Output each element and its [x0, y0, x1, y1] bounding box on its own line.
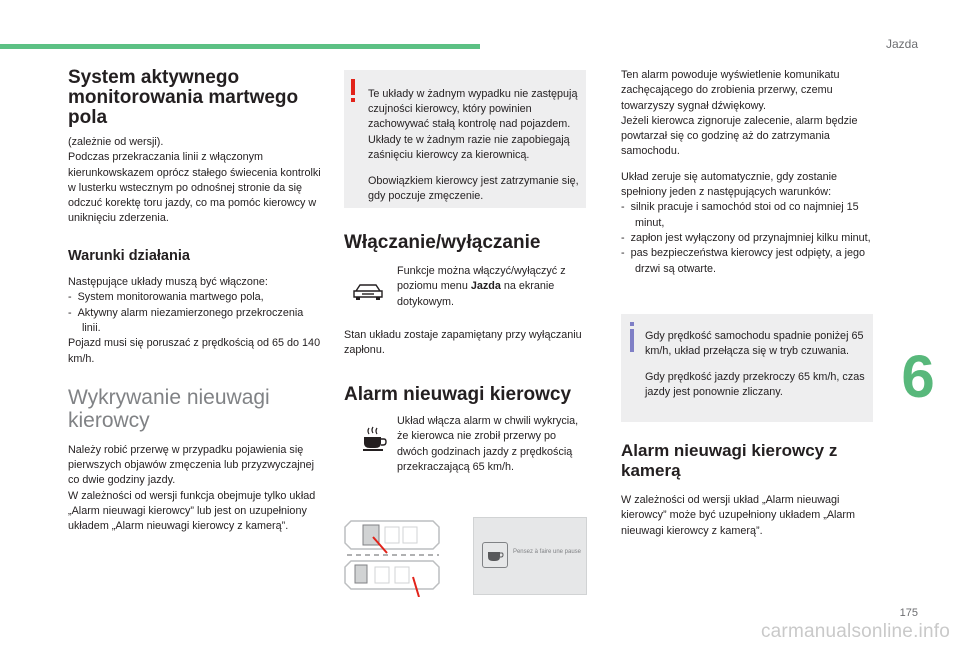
onoff-menu-name: Jazda	[470, 280, 501, 293]
chapter-number: 6	[901, 343, 935, 410]
warning-box	[344, 70, 586, 208]
onoff-text	[397, 264, 585, 310]
onoff-text-before: Funkcje można włączyć/wyłączyć z poziomu menu	[397, 265, 566, 293]
middle-column	[344, 233, 589, 253]
fatigue-title: Wykrywanie nieuwagi kierowcy	[68, 385, 270, 432]
blind-spot-intro: Podczas przekraczania linii z włączonym kierunkowskazem oprócz stałego świecenia kontrolki w lusterku wstecznym po odnośnej stronie da się odczuć korektę toru jazdy, co ma pomóc kierowcy w uniknięciu zderzenia.	[68, 151, 321, 225]
onoff-text-after: na ekranie dotykowym.	[397, 280, 555, 308]
warning-text: Te układy w żadnym wypadku nie zastępują czujności kierowcy, który powinien zachowywać stałą kontrolę nad pojazdem. Układy te w żadnym razie nie zapobiegają zaśnięciu kierowcy za kierownicą.	[368, 87, 578, 161]
info-text-resume: Gdy prędkość jazdy przekroczy 65 km/h, czas jazdy jest ponownie zliczany.	[645, 371, 865, 399]
watermark: carmanualsonline.info	[760, 621, 950, 642]
alarm-text-block	[397, 414, 587, 475]
alarm-title: Alarm nieuwagi kierowcy	[344, 384, 572, 405]
screen-message-text: Pensez à faire une pause	[512, 549, 582, 555]
camera-section	[621, 441, 873, 539]
state-text-block	[344, 328, 584, 359]
onoff-title: Włączanie/wyłączanie	[344, 232, 541, 253]
right-column	[621, 68, 873, 277]
conditions-speed: Pojazd musi się poruszać z prędkością od 65 do 140 km/h.	[68, 337, 321, 365]
screen-coffee-icon	[482, 542, 508, 568]
reset-intro: Układ zeruje się automatycznie, gdy zostanie spełniony jeden z następujących warunków:	[621, 170, 838, 199]
fatigue-versions-text: W zależności od wersji funkcja obejmuje tylko układ „Alarm nieuwagi kierowcy” lub jest on uzupełniony układem „Alarm nieuwagi kierowcy z kamerą”.	[68, 489, 316, 533]
alarm-repeat-text: Jeżeli kierowca zignoruje zalecenie, alarm będzie powtarzał się co godzinę aż do zatrzymania samochodu.	[621, 114, 858, 158]
header-accent-bar	[0, 44, 480, 49]
blind-spot-intro-version: (zależnie od wersji).	[68, 136, 164, 148]
camera-title: Alarm nieuwagi kierowcy z kamerą	[621, 441, 838, 480]
conditions-intro: Następujące układy muszą być włączone:	[68, 276, 268, 289]
page-number: 175	[899, 607, 918, 619]
screen-message-illustration	[473, 517, 587, 595]
info-icon	[629, 322, 635, 352]
conditions-item: - Aktywny alarm niezamierzonego przekroczenia linii.	[68, 306, 304, 334]
section-header: Jazda	[885, 37, 918, 51]
conditions-title: Warunki działania	[68, 247, 190, 264]
reset-item: - pas bezpieczeństwa kierowcy jest odpięty, a jego drzwi są otwarte.	[621, 247, 866, 275]
info-text-standby: Gdy prędkość samochodu spadnie poniżej 65 km/h, układ przełącza się w tryb czuwania.	[645, 329, 864, 358]
reset-item: - zapłon jest wyłączony od przynajmniej kilku minut,	[621, 231, 871, 244]
instrument-panel-illustration	[343, 517, 443, 597]
conditions-item: - System monitorowania martwego pola,	[68, 291, 264, 304]
fatigue-text: Należy robić przerwę w przypadku pojawienia się pierwszych objawów zmęczenia lub przyzwyczajnej co dwie godziny jazdy.	[68, 443, 315, 487]
alarm-text: Układ włącza alarm w chwili wykrycia, że kierowca nie zrobił przerwy po dwóch godzinach jazdy z prędkością przekraczającą 65 km/h.	[397, 415, 579, 473]
alarm-heading-block	[344, 385, 589, 405]
alarm-message-text: Ten alarm powoduje wyświetlenie komunikatu zachęcającego do zrobienia przerwy, czemu towarzyszy sygnał dźwiękowy.	[621, 69, 840, 112]
coffee-cup-icon	[360, 425, 388, 453]
left-column	[68, 68, 322, 535]
state-text: Stan układu zostaje zapamiętany przy wyłączaniu zapłonu.	[344, 329, 582, 357]
reset-item: - silnik pracuje i samochód stoi od co najmniej 15 minut,	[621, 201, 859, 229]
warning-text-2: Obowiązkiem kierowcy jest zatrzymanie się, gdy poczuje zmęczenie.	[368, 175, 579, 203]
blind-spot-title: System aktywnego monitorowania martwego pola	[68, 67, 299, 128]
info-box	[621, 314, 873, 422]
car-icon	[352, 282, 384, 302]
exclamation-icon	[350, 79, 356, 103]
camera-text: W zależności od wersji układ „Alarm nieuwagi kierowcy” może być uzupełniony układem „Alarm nieuwagi kierowcy z kamerą”.	[621, 494, 856, 537]
